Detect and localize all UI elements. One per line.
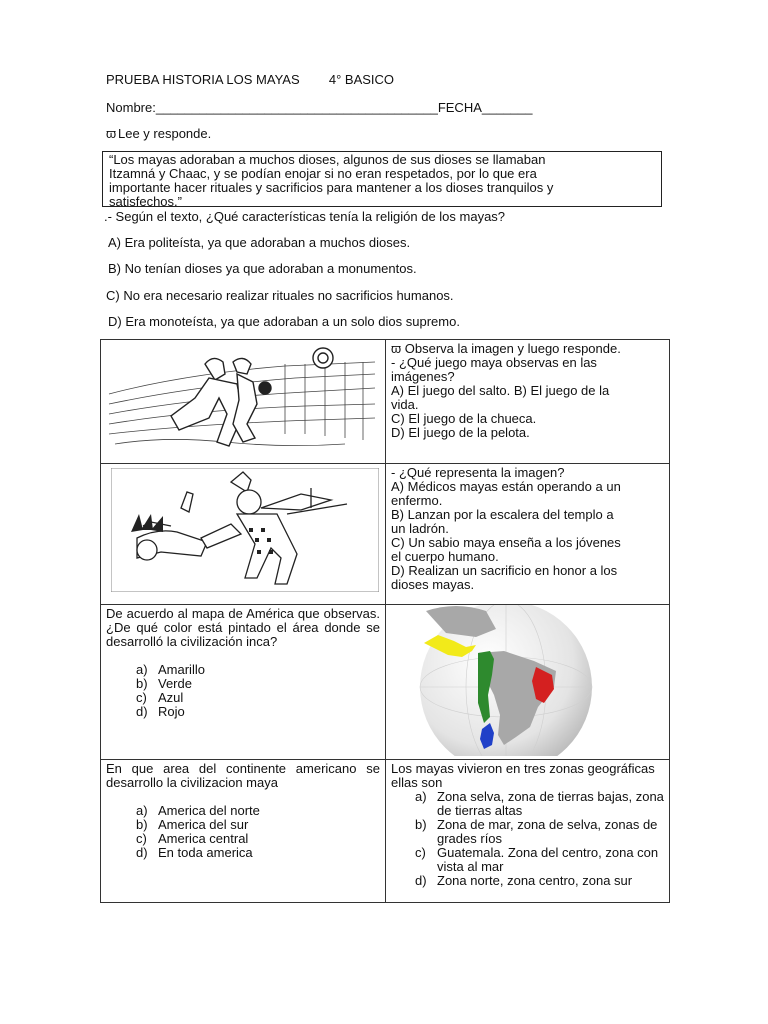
ballgame-image-cell: [101, 340, 386, 464]
america-globe-map: [386, 605, 669, 756]
q4-question: De acuerdo al mapa de América que observas. ¿De qué color está pintado el área donde se desarrolló la civilización inca?: [106, 606, 380, 649]
list-item: b) Verde: [136, 676, 192, 691]
reading-text-box: [102, 151, 662, 207]
map-image-cell: [386, 605, 670, 760]
q2-question-cont: imágenes?: [391, 369, 455, 384]
sacrifice-image-cell: [101, 464, 386, 605]
reading-line: importante hacer rituales y sacrificios para mantener a los dioses tranquilos y: [109, 180, 554, 195]
q2-cell: [386, 340, 670, 464]
q5-options: [106, 804, 380, 860]
q1-option-c: C) No era necesario realizar rituales no sacrificios humanos.: [106, 288, 454, 303]
q3-option-d-cont: dioses mayas.: [391, 577, 475, 592]
reading-line: Itzamná y Chaac, y se podían enojar si no eran respetados, por lo que era: [109, 166, 537, 181]
q4-cell: [101, 605, 386, 760]
grade-text: 4° BASICO: [328, 72, 395, 87]
q5-cell: [101, 760, 386, 903]
q3-option-c-cont: el cuerpo humano.: [391, 549, 499, 564]
table-row: [101, 760, 670, 903]
table-row: [101, 464, 670, 605]
q6-options: [391, 790, 664, 888]
q1-option-b: B) No tenían dioses ya que adoraban a monumentos.: [108, 261, 417, 276]
q3-option-b: B) Lanzan por la escalera del templo a: [391, 507, 614, 522]
list-item: b) America del sur: [136, 817, 249, 832]
list-item: d) Zona norte, zona centro, zona sur: [415, 873, 633, 888]
q5-question: En que area del continente americano se desarrollo la civilizacion maya: [106, 761, 380, 790]
list-item: c) Guatemala. Zona del centro, zona con vista al mar: [415, 845, 659, 874]
sacrifice-illustration: [111, 468, 379, 592]
name-date-line: Nombre:_______________________________________FECHA_______: [106, 100, 533, 115]
table-row: [101, 605, 670, 760]
questions-table: [100, 339, 670, 903]
ballgame-illustration: [105, 344, 379, 456]
test-title: [106, 72, 394, 87]
q2-option-ab: A) El juego del salto. B) El juego de la: [391, 383, 610, 398]
q3-question: - ¿Qué representa la imagen?: [391, 465, 565, 480]
list-item: c) Azul: [136, 690, 184, 705]
list-item: a) Amarillo: [136, 662, 205, 677]
list-item: a) Zona selva, zona de tierras bajas, zona de tierras altas: [415, 789, 664, 818]
list-item: d) Rojo: [136, 704, 185, 719]
q6-cell: [386, 760, 670, 903]
instruction: ϖ Lee y responde.: [106, 126, 212, 141]
reading-line: “Los mayas adoraban a muchos dioses, algunos de sus dioses se llamaban: [109, 152, 546, 167]
list-item: a) America del norte: [136, 803, 260, 818]
q6-question: Los mayas vivieron en tres zonas geográficas ellas son: [391, 761, 655, 790]
q3-option-d: D) Realizan un sacrificio en honor a los: [391, 563, 618, 578]
q3-option-c: C) Un sabio maya enseña a los jóvenes: [391, 535, 621, 550]
q2-option-c: C) El juego de la chueca.: [391, 411, 537, 426]
q1-question: .- Según el texto, ¿Qué características tenía la religión de los mayas?: [104, 209, 506, 224]
q3-option-a-cont: enfermo.: [391, 493, 443, 508]
list-item: d) En toda america: [136, 845, 253, 860]
q1-option-d: D) Era monoteísta, ya que adoraban a un solo dios supremo.: [108, 314, 460, 329]
list-item: c) America central: [136, 831, 249, 846]
reading-line: satisfechos.”: [109, 194, 182, 209]
q2-instruction: ϖ Observa la imagen y luego responde.: [391, 341, 621, 356]
q1-option-a: A) Era politeísta, ya que adoraban a muchos dioses.: [108, 235, 411, 250]
q4-options: [106, 663, 380, 719]
bullet-symbol-icon: ϖ: [106, 126, 117, 141]
q2-question: - ¿Qué juego maya observas en las: [391, 355, 597, 370]
q3-cell: [386, 464, 670, 605]
q3-option-a: A) Médicos mayas están operando a un: [391, 479, 621, 494]
q3-option-b-cont: un ladrón.: [391, 521, 449, 536]
q2-option-d: D) El juego de la pelota.: [391, 425, 530, 440]
title-text: PRUEBA HISTORIA LOS MAYAS: [106, 72, 300, 87]
table-row: [101, 340, 670, 464]
list-item: b) Zona de mar, zona de selva, zonas de grades ríos: [415, 817, 658, 846]
q2-option-b-cont: vida.: [391, 397, 419, 412]
